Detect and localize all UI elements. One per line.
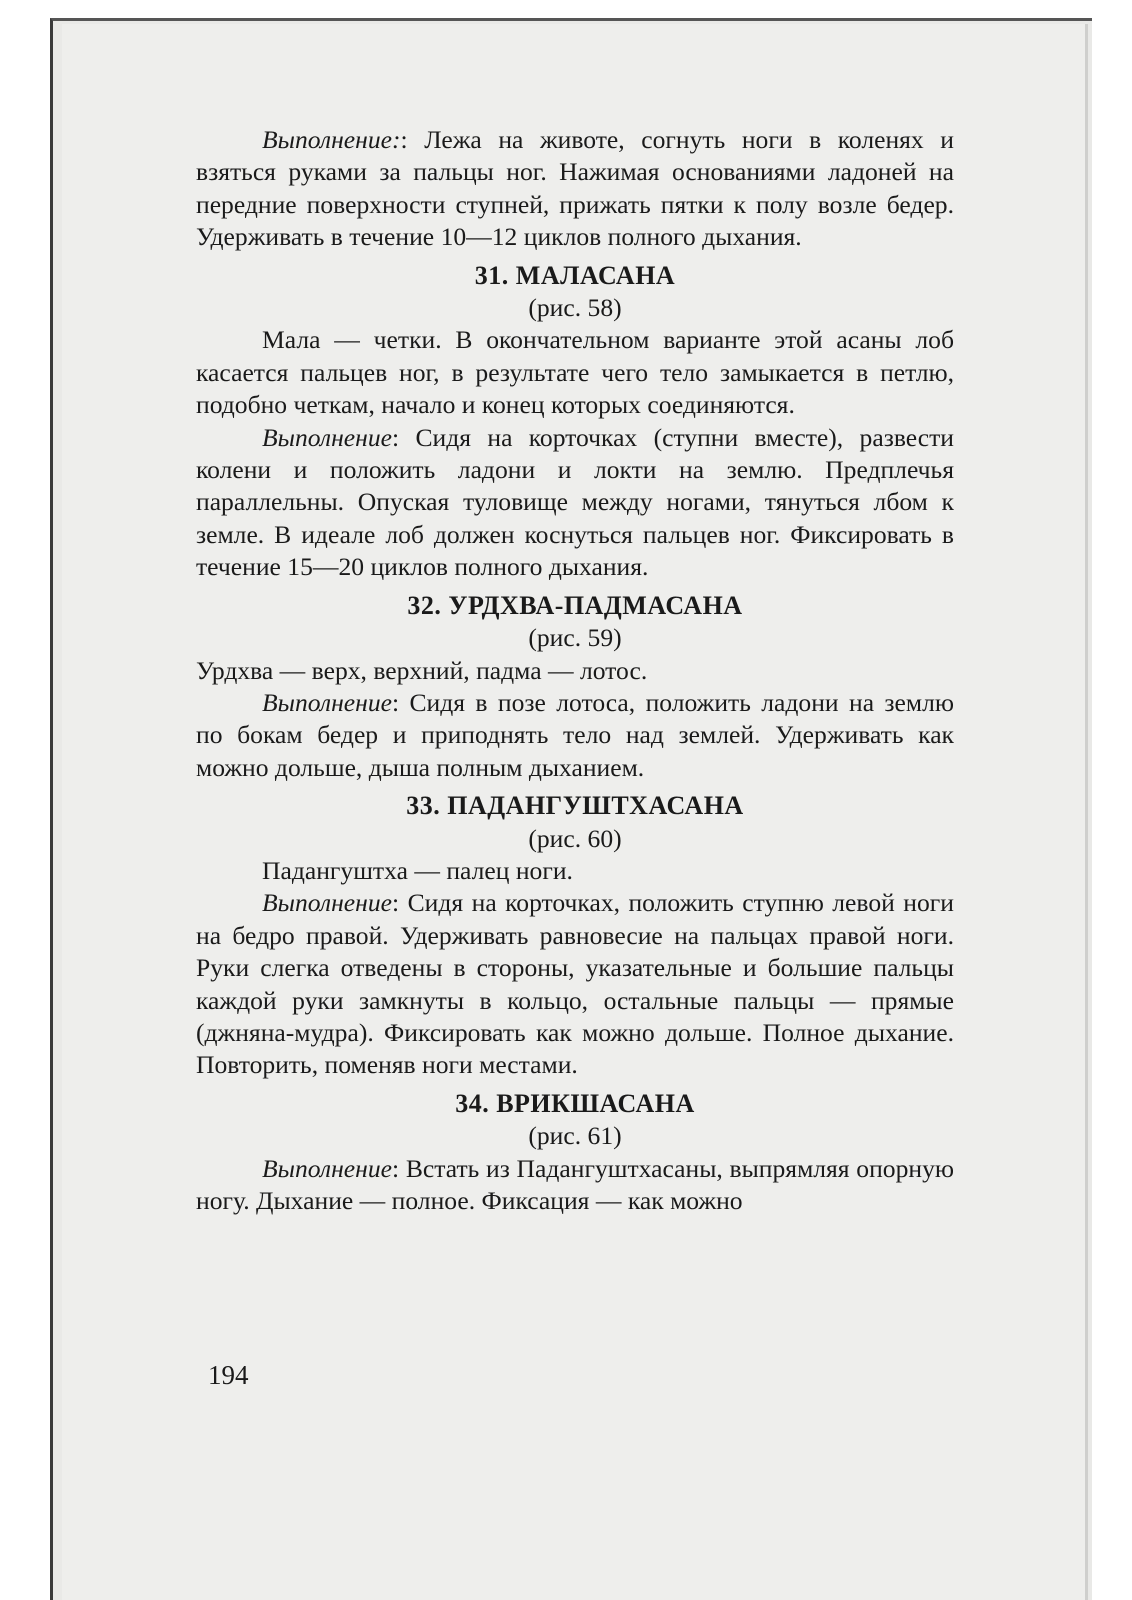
page-edge <box>1085 24 1088 1600</box>
paragraph-text: Урдхва — верх, верхний, падма — лотос. <box>196 655 648 685</box>
paragraph-text: : Встать из Падангуштхасаны, выпрямляя опорную ногу. Дыхание — полное. Фиксация — как можно <box>196 1153 954 1215</box>
execution-label: Выполнение <box>262 422 392 452</box>
heading-vrikshasana: 34. ВРИКШАСАНА <box>455 1088 695 1118</box>
paragraph-urdhva-description <box>196 655 954 687</box>
execution-label: Выполнение: <box>262 125 401 154</box>
paragraph-text: Мала — четки. В окончательном варианте этой асаны лоб касается пальцев ног, в результате чего тело замыкается в петлю, подобно четкам, начало и конец которых соединяются. <box>196 325 954 420</box>
paragraph-padangushtha-description <box>196 855 954 887</box>
execution-label: Выполнение <box>262 888 392 918</box>
execution-label: Выполнение <box>262 687 392 717</box>
figure-ref-58: (рис. 58) <box>528 293 622 323</box>
heading-urdhva-padmasana: 32. УРДХВА-ПАДМАСАНА <box>407 590 743 620</box>
text-block <box>196 124 954 1217</box>
paragraph-text: Падангуштха — палец ноги. <box>262 855 573 885</box>
paragraph-text: : Сидя на корточках, положить ступню левой ноги на бедро правой. Удерживать равновесие на пальцах правой ноги. Руки слегка отведены в стороны, указательные и большие пальцы каждой руки замкнуты в кольцо, остальные пальцы — прямые (джняна-мудра). Фиксировать как можно дольше. Полное дыхание. Повторить, поменяв ноги местами. <box>196 888 954 1080</box>
paragraph-text: : Лежа на животе, согнуть ноги в коленях и взяться руками за пальцы ног. Нажимая основаниями ладоней на передние поверхности ступней, прижать пятки к полу возле бедер. Удерживать в течение 10—12 циклов полного дыхания. <box>196 125 954 252</box>
paragraph-malasana-execution <box>196 422 954 584</box>
figure-ref-61: (рис. 61) <box>528 1121 622 1151</box>
heading-padangushthasana: 33. ПАДАНГУШТХАСАНА <box>406 791 744 821</box>
paragraph-padangushtha-execution <box>196 887 954 1081</box>
heading-malasana: 31. МАЛАСАНА <box>474 260 676 290</box>
figure-ref-60: (рис. 60) <box>528 823 622 853</box>
paragraph-exercise-30-execution <box>196 124 954 254</box>
paragraph-urdhva-execution <box>196 687 954 784</box>
paragraph-text: : Сидя в позе лотоса, положить ладони на землю по бокам бедер и приподнять тело над землей. Удерживать как можно дольше, дыша полным дыханием. <box>196 687 954 782</box>
paragraph-text: : Сидя на корточках (ступни вместе), развести колени и положить ладони и локти на землю. Предплечья параллельны. Опуская туловище между ногами, тянуться лбом к земле. В идеале лоб должен коснуться пальцев ног. Фиксировать в течение 15—20 циклов полного дыхания. <box>196 422 954 582</box>
paragraph-vrikshasana-execution <box>196 1153 954 1218</box>
figure-ref-59: (рис. 59) <box>528 623 622 653</box>
execution-label: Выполнение <box>262 1153 392 1183</box>
paragraph-malasana-description <box>196 324 954 421</box>
page-number: 194 <box>208 1360 249 1390</box>
